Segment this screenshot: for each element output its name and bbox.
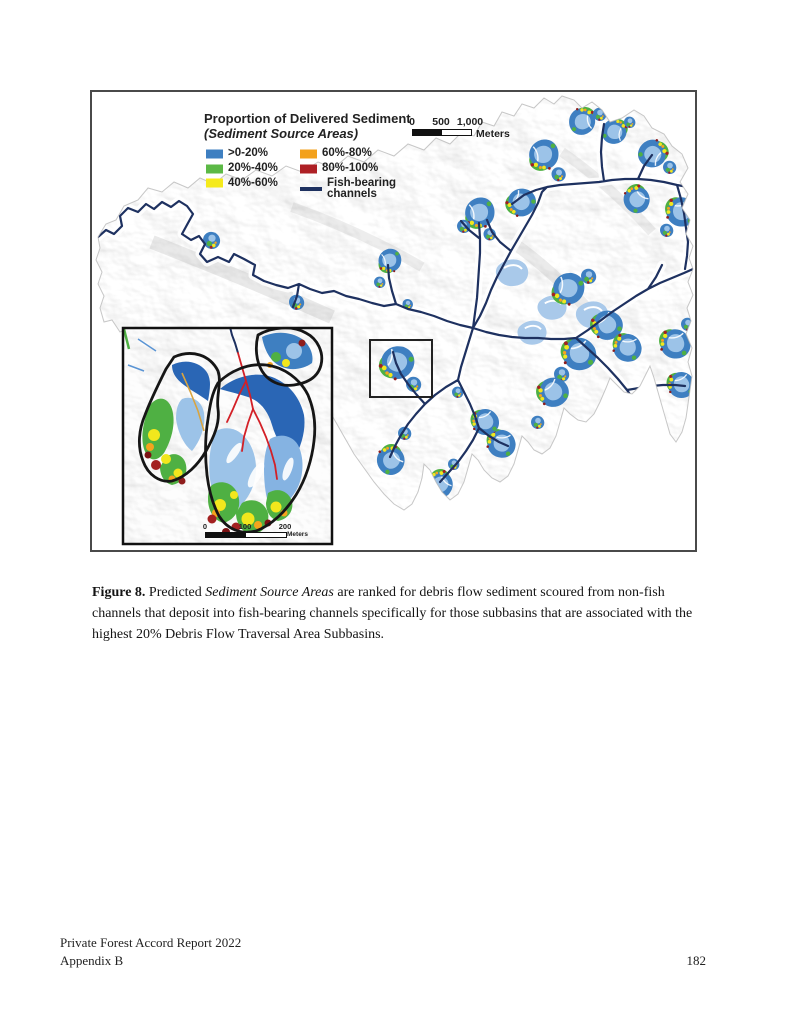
main-scale-bar bbox=[409, 116, 532, 140]
legend-subtitle: (Sediment Source Areas) bbox=[204, 125, 359, 141]
legend-item-0-20: >0-20% bbox=[206, 148, 278, 160]
caption-text-1: Predicted bbox=[145, 585, 206, 600]
scale-units: Meters bbox=[476, 128, 510, 140]
swatch-60-80 bbox=[300, 149, 317, 159]
legend-item-80-100: 80%-100% bbox=[300, 163, 413, 175]
footer-appendix: Appendix B bbox=[60, 952, 124, 968]
caption-italic-term: Sediment Source Areas bbox=[205, 585, 334, 600]
legend-item-20-40: 20%-40% bbox=[206, 163, 278, 175]
legend-title: Proportion of Delivered Sediment bbox=[204, 111, 411, 126]
scale-ticks: 0 500 1,000 bbox=[409, 116, 484, 128]
figure-caption bbox=[92, 582, 716, 645]
swatch-20-40 bbox=[206, 164, 223, 174]
caption-figure-label: Figure 8. bbox=[92, 585, 146, 600]
swatch-0-20 bbox=[206, 149, 223, 159]
footer-report-title: Private Forest Accord Report 2022 bbox=[60, 935, 242, 950]
inset-scale-bar-graphic bbox=[205, 532, 287, 538]
swatch-40-60 bbox=[206, 178, 223, 188]
legend-items bbox=[204, 148, 434, 206]
inset-scale-ticks: 0 100 200 bbox=[202, 522, 292, 531]
inset-scale-units: Meters bbox=[287, 531, 308, 538]
inset-scale-bar bbox=[202, 522, 308, 538]
scale-bar-graphic bbox=[412, 129, 472, 136]
legend-item-60-80: 60%-80% bbox=[300, 148, 413, 160]
inset-map bbox=[122, 327, 333, 545]
legend-item-40-60: 40%-60% bbox=[206, 178, 278, 190]
footer-report-info bbox=[60, 934, 241, 969]
figure-8-map bbox=[90, 90, 697, 552]
caption-text-2: are ranked for debris flow sediment scoured from non-fish channels that deposit into fish-bearing channels specifically for those subbasins that are associated with the highest 20% Debris Flow Traversal Area Subbasins. bbox=[92, 585, 693, 642]
map-legend bbox=[204, 112, 434, 206]
page-number: 182 bbox=[686, 952, 706, 968]
page-footer bbox=[60, 934, 706, 969]
swatch-80-100 bbox=[300, 164, 317, 174]
fish-channel-line-swatch bbox=[300, 184, 322, 194]
legend-item-fish-bearing-channels: Fish-bearing channels bbox=[300, 178, 413, 201]
